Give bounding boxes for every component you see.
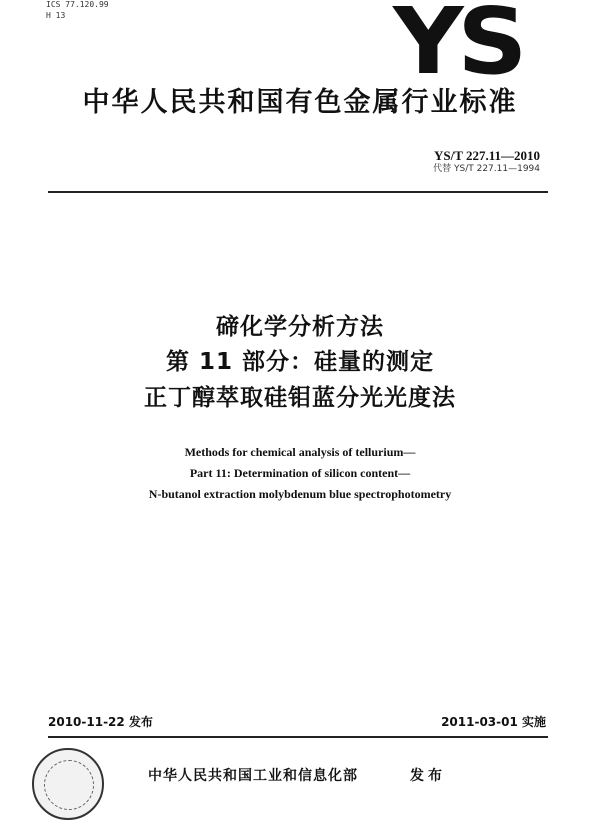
ys-logo: YS <box>393 0 522 95</box>
title-cn-line2: 第 11 部分：硅量的测定 <box>165 349 435 375</box>
standard-title: 中华人民共和国有色金属行业标准 <box>82 87 518 118</box>
ministry-seal-icon <box>32 748 104 820</box>
publish-date: 2010-11-22 发布 <box>48 715 153 729</box>
title-en-line1: Methods for chemical analysis of tellurium— <box>184 445 416 459</box>
issue-word: 发布 <box>410 768 446 784</box>
title-cn-line3: 正丁醇萃取硅钼蓝分光光度法 <box>144 385 456 411</box>
header-rule <box>48 191 548 193</box>
implement-date: 2011-03-01 实施 <box>441 715 546 729</box>
footer-rule <box>48 736 548 738</box>
title-en-line3: N-butanol extraction molybdenum blue spectrophotometry <box>148 487 452 501</box>
issuer-name: 中华人民共和国工业和信息化部 <box>148 768 358 784</box>
standard-number: YS/T 227.11—2010 <box>434 148 540 163</box>
replaces-note: 代替 YS/T 227.11—1994 <box>433 164 540 174</box>
title-en-line2: Part 11: Determination of silicon content— <box>189 466 411 480</box>
ccs-code: H 13 <box>46 11 66 20</box>
seal-inner-ring <box>44 760 94 810</box>
ics-code: ICS 77.120.99 <box>46 0 109 9</box>
title-cn-line1: 碲化学分析方法 <box>216 314 384 340</box>
